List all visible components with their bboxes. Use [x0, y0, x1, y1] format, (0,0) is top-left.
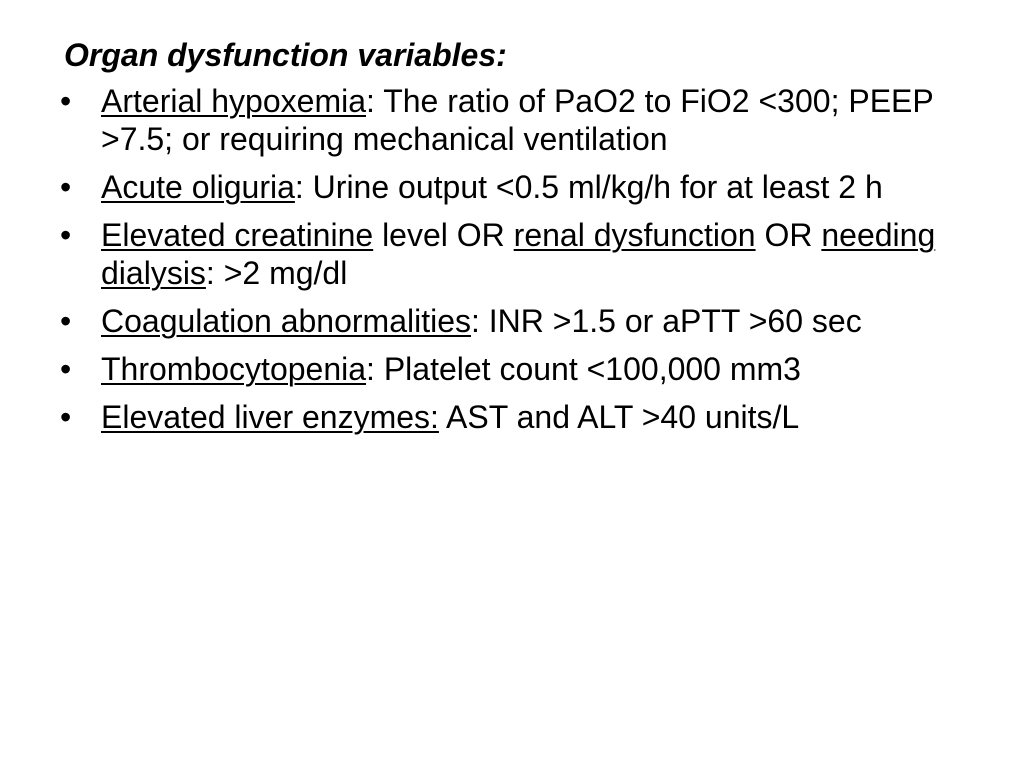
bullet-icon: • [60, 169, 72, 205]
term-elevated-creatinine: Elevated creatinine [101, 217, 374, 253]
bullet-icon: • [60, 303, 72, 339]
bullet-icon: • [60, 217, 72, 253]
list-item-acute-oliguria [60, 168, 940, 206]
item-text: OR [755, 217, 822, 253]
list-item-elevated-creatinine [60, 216, 940, 292]
item-text: : Platelet count <100,000 mm3 [366, 351, 801, 387]
item-text: : The ratio of PaO2 to FiO2 <300; PEEP >7.5; or requiring mechanical ventilation [101, 83, 934, 157]
term-coagulation-abnormalities: Coagulation abnormalities [101, 303, 471, 339]
item-text: : Urine output <0.5 ml/kg/h for at least 2 h [294, 169, 883, 205]
list-item-coagulation-abnormalities [60, 302, 940, 340]
term-elevated-liver-enzymes: Elevated liver enzymes: [101, 399, 439, 435]
bullet-icon: • [60, 83, 72, 119]
bullet-icon: • [60, 351, 72, 387]
term-needing-dialysis: needing dialysis [101, 217, 936, 291]
term-arterial-hypoxemia: Arterial hypoxemia [101, 83, 366, 119]
list-item-thrombocytopenia [60, 350, 940, 388]
list-item-elevated-liver-enzymes [60, 398, 940, 436]
term-thrombocytopenia: Thrombocytopenia [101, 351, 367, 387]
term-renal-dysfunction: renal dysfunction [513, 217, 756, 253]
list-item-arterial-hypoxemia [60, 82, 940, 158]
item-text: : INR >1.5 or aPTT >60 sec [471, 303, 862, 339]
item-text: AST and ALT >40 units/L [438, 399, 800, 435]
item-text: level OR [373, 217, 514, 253]
slide-heading: Organ dysfunction variables: [64, 37, 507, 73]
item-text: : >2 mg/dl [205, 255, 348, 291]
term-acute-oliguria: Acute oliguria [101, 169, 295, 205]
bullet-icon: • [60, 399, 72, 435]
bullet-list [60, 82, 940, 446]
